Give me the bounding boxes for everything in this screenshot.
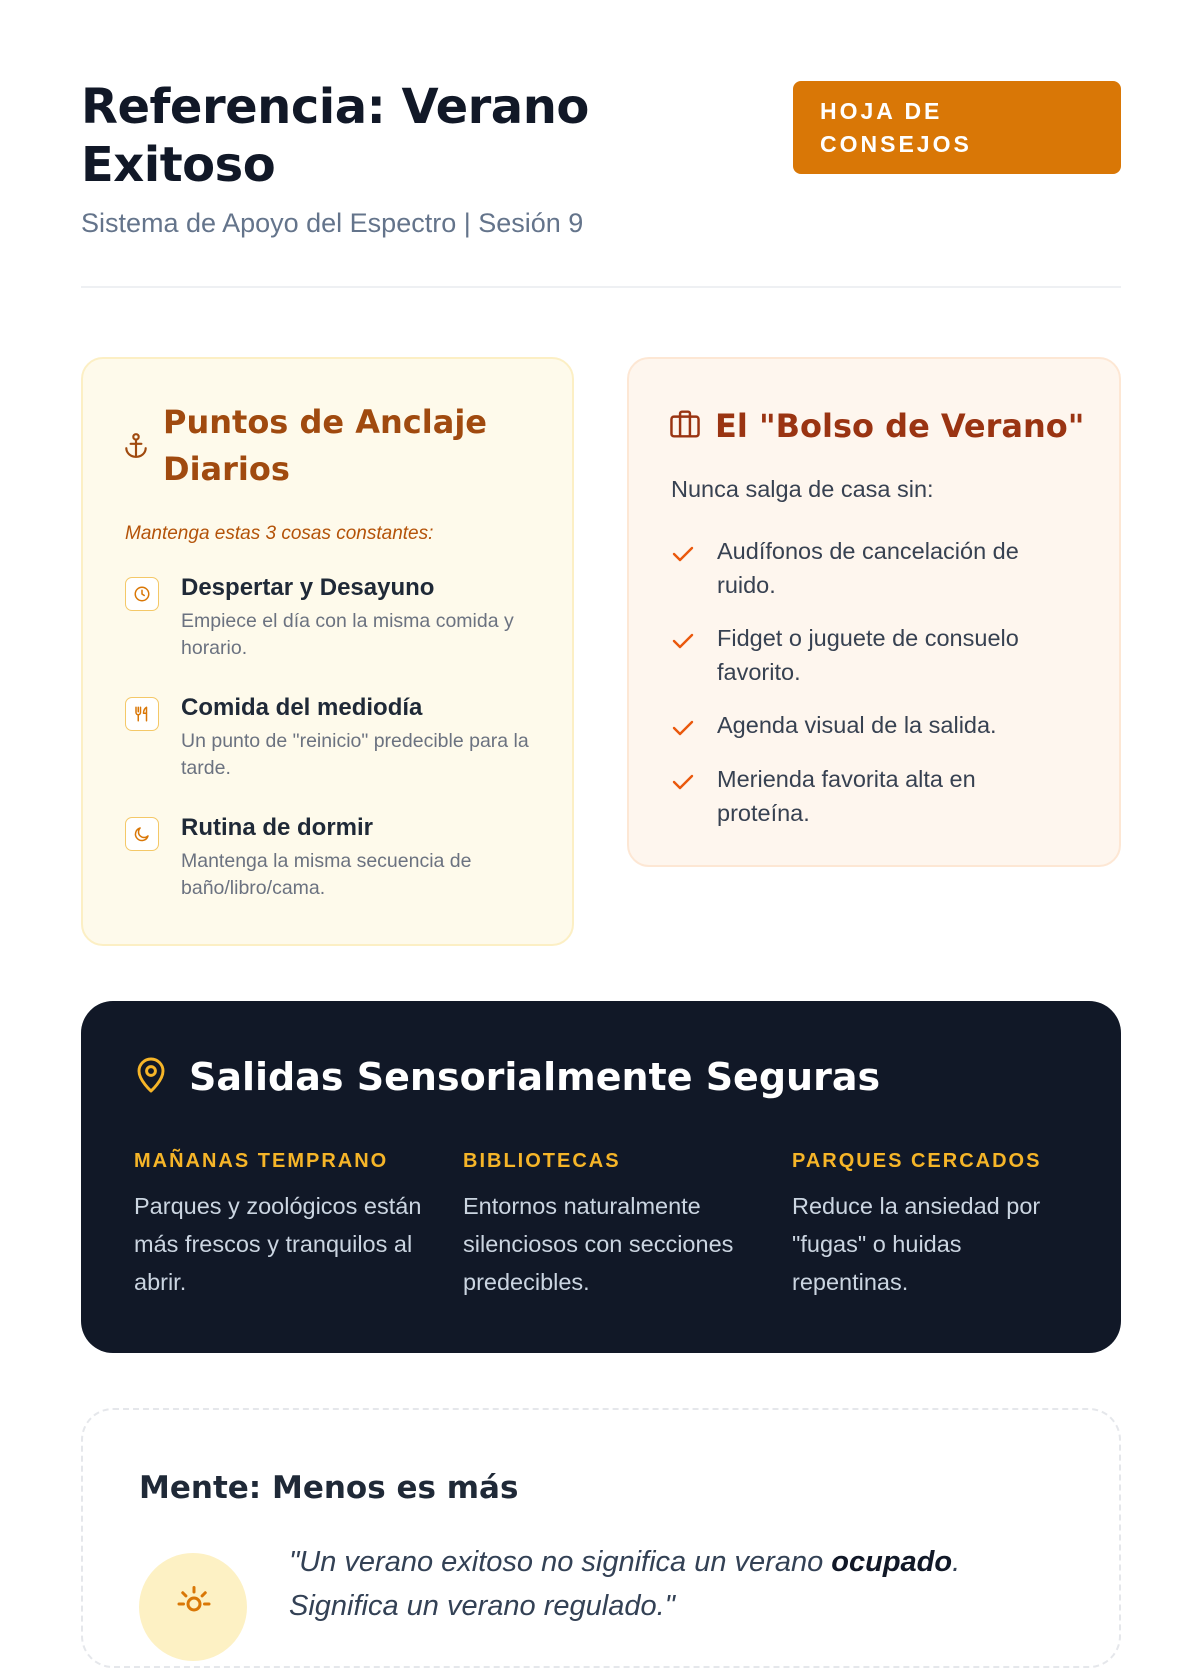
- checklist-item-text: Merienda favorita alta en proteína.: [717, 766, 976, 826]
- summer-bag-title: El "Bolso de Verano": [715, 407, 1085, 445]
- outing-column-title: PARQUES CERCADOS: [792, 1150, 1042, 1172]
- quote-emphasis: ocupado: [831, 1546, 953, 1578]
- daily-anchors-header: [123, 399, 543, 493]
- anchor-item-desc: Mantenga la misma secuencia de baño/libro/cama.: [181, 850, 472, 899]
- anchor-item-title: Comida del mediodía: [181, 694, 423, 721]
- checklist-item: [671, 534, 1091, 602]
- safe-outings-section: [81, 1001, 1121, 1353]
- outing-column-title: MAÑANAS TEMPRANO: [134, 1150, 389, 1172]
- daily-anchors-lead: Mantenga estas 3 cosas constantes:: [125, 523, 434, 544]
- checklist-item: [671, 762, 1091, 830]
- safe-outings-header: [135, 1055, 880, 1099]
- quote-text: "Un verano exitoso no significa un verano: [289, 1546, 832, 1578]
- daily-anchors-card: [81, 357, 574, 946]
- page-title: Referencia: Verano Exitoso: [81, 79, 589, 193]
- outing-column: [463, 1150, 753, 1301]
- safe-outings-title: Salidas Sensorialmente Seguras: [189, 1055, 881, 1099]
- header: [81, 78, 1121, 288]
- briefcase-icon: [669, 409, 701, 444]
- checklist-item-text: Fidget o juguete de consuelo favorito.: [717, 625, 1019, 685]
- outing-column: [134, 1150, 424, 1301]
- check-icon: [671, 621, 697, 689]
- anchor-item-desc: Empiece el día con la misma comida y horario.: [181, 610, 514, 659]
- checklist-item: [671, 621, 1091, 689]
- quote-text-end: .: [952, 1546, 961, 1578]
- anchor-item: [125, 573, 545, 662]
- sun-icon: [139, 1553, 247, 1661]
- check-icon: [671, 762, 697, 830]
- anchor-item-desc: Un punto de "reinicio" predecible para la tarde.: [181, 730, 529, 779]
- check-icon: [671, 534, 697, 602]
- clock-icon: [125, 577, 159, 611]
- outing-column-title: BIBLIOTECAS: [463, 1150, 621, 1172]
- tip-sheet-badge: HOJA DE CONSEJOS: [793, 81, 1121, 174]
- map-pin-icon: [135, 1056, 167, 1099]
- anchor-item-title: Rutina de dormir: [181, 814, 374, 841]
- checklist-item: [671, 708, 1091, 743]
- summer-bag-card: [627, 357, 1121, 867]
- outing-column: [792, 1150, 1082, 1301]
- anchor-icon: [123, 432, 149, 460]
- daily-anchors-title: Puntos de Anclaje Diarios: [163, 403, 487, 488]
- mind-quote: [289, 1540, 1069, 1628]
- outing-column-body: Entornos naturalmente silenciosos con secciones predecibles.: [463, 1193, 734, 1295]
- summer-bag-lead: Nunca salga de casa sin:: [671, 476, 934, 502]
- anchor-item-title: Despertar y Desayuno: [181, 574, 435, 601]
- quote-line-2: Significa un verano regulado.": [289, 1590, 675, 1622]
- utensils-icon: [125, 697, 159, 731]
- anchor-item: [125, 693, 545, 782]
- summer-bag-header: [669, 403, 1084, 450]
- anchor-item: [125, 813, 545, 902]
- outing-column-body: Parques y zoológicos están más frescos y tranquilos al abrir.: [134, 1193, 422, 1295]
- outing-column-body: Reduce la ansiedad por "fugas" o huidas repentinas.: [792, 1193, 1041, 1295]
- mind-title: Mente: Menos es más: [139, 1470, 519, 1506]
- check-icon: [671, 708, 697, 743]
- checklist-item-text: Agenda visual de la salida.: [717, 712, 997, 738]
- checklist-item-text: Audífonos de cancelación de ruido.: [717, 538, 1019, 598]
- moon-icon: [125, 817, 159, 851]
- mind-section: [81, 1408, 1121, 1668]
- page-subtitle: Sistema de Apoyo del Espectro | Sesión 9: [81, 208, 584, 238]
